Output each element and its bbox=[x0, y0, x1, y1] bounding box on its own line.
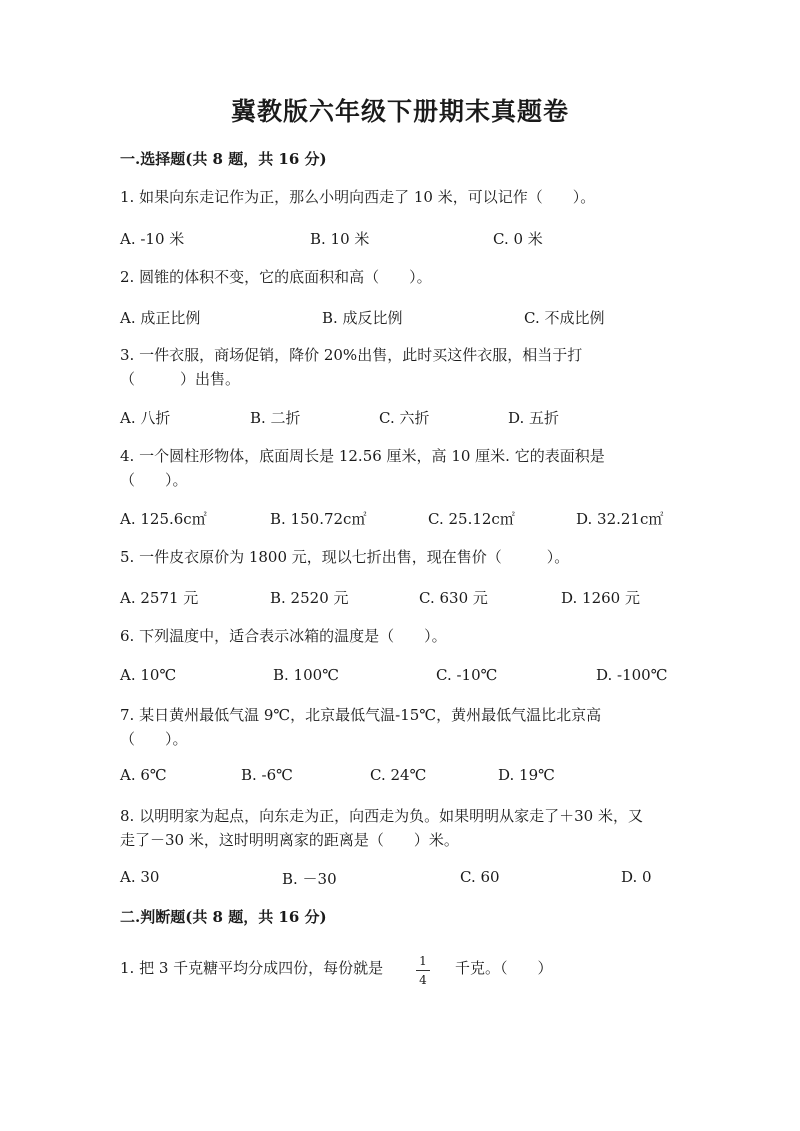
question-3-line-2: （ ）出售。 bbox=[120, 370, 241, 388]
question-3-option-b: B. 二折 bbox=[250, 409, 301, 427]
question-6-option-c: C. -10℃ bbox=[436, 666, 498, 684]
page-title: 冀教版六年级下册期末真题卷 bbox=[230, 97, 569, 126]
question-3-option-d: D. 五折 bbox=[508, 409, 560, 427]
question-7-option-c: C. 24℃ bbox=[370, 766, 427, 784]
question-5-line-1: 5. 一件皮衣原价为 1800 元，现以七折出售，现在售价（ ）。 bbox=[120, 548, 570, 566]
question-7-option-b: B. -6℃ bbox=[241, 766, 293, 784]
judge-1-text-before: 1. 把 3 千克糖平均分成四份，每份就是 bbox=[120, 959, 384, 977]
question-8-option-d: D. 0 bbox=[621, 868, 652, 886]
question-8-line-2: 走了－30 米，这时明明离家的距离是（ ）米。 bbox=[120, 831, 459, 849]
question-1-line-1: 1. 如果向东走记作为正，那么小明向西走了 10 米，可以记作（ ）。 bbox=[120, 188, 596, 206]
question-7-option-d: D. 19℃ bbox=[498, 766, 555, 784]
question-3-line-1: 3. 一件衣服，商场促销，降价 20%出售，此时买这件衣服，相当于打 bbox=[120, 346, 583, 364]
question-3-option-a: A. 八折 bbox=[120, 409, 171, 427]
question-4-line-1: 4. 一个圆柱形物体，底面周长是 12.56 厘米，高 10 厘米. 它的表面积是 bbox=[120, 447, 605, 465]
question-7-line-1: 7. 某日黄州最低气温 9℃，北京最低气温-15℃，黄州最低气温比北京高 bbox=[120, 706, 602, 724]
fraction-numerator: 1 bbox=[419, 954, 427, 968]
question-7-option-a: A. 6℃ bbox=[120, 766, 167, 784]
question-1-option-b: B. 10 米 bbox=[310, 230, 370, 248]
fraction-denominator: 4 bbox=[419, 973, 427, 987]
question-4-option-d: D. 32.21c㎡ bbox=[576, 510, 664, 528]
question-4-line-2: （ ）。 bbox=[120, 471, 188, 489]
question-5-option-b: B. 2520 元 bbox=[270, 589, 349, 607]
question-1-option-c: C. 0 米 bbox=[493, 230, 543, 248]
fraction-one-quarter bbox=[413, 954, 433, 987]
question-8-option-b: B. －30 bbox=[282, 870, 337, 888]
question-4-option-b: B. 150.72c㎡ bbox=[270, 510, 367, 528]
question-5-option-c: C. 630 元 bbox=[419, 589, 488, 607]
fraction-bar bbox=[416, 970, 430, 971]
question-4-option-a: A. 125.6c㎡ bbox=[120, 510, 207, 528]
question-6-option-a: A. 10℃ bbox=[120, 666, 177, 684]
question-3-option-c: C. 六折 bbox=[379, 409, 430, 427]
section-heading-judge: 二.判断题(共 8 题，共 16 分) bbox=[120, 908, 327, 926]
question-1-option-a: A. -10 米 bbox=[120, 230, 185, 248]
section-heading-choice: 一.选择题(共 8 题，共 16 分) bbox=[120, 150, 327, 168]
question-2-option-c: C. 不成比例 bbox=[524, 309, 605, 327]
question-6-option-d: D. -100℃ bbox=[596, 666, 668, 684]
question-8-option-a: A. 30 bbox=[120, 868, 160, 886]
question-5-option-d: D. 1260 元 bbox=[561, 589, 640, 607]
judge-1-text-after: 千克。（ ） bbox=[455, 959, 553, 977]
question-6-option-b: B. 100℃ bbox=[273, 666, 339, 684]
question-6-line-1: 6. 下列温度中，适合表示冰箱的温度是（ ）。 bbox=[120, 627, 447, 645]
question-2-option-b: B. 成反比例 bbox=[322, 309, 403, 327]
question-2-line-1: 2. 圆锥的体积不变，它的底面积和高（ ）。 bbox=[120, 268, 432, 286]
question-8-line-1: 8. 以明明家为起点，向东走为正，向西走为负。如果明明从家走了＋30 米，又 bbox=[120, 807, 643, 825]
question-7-line-2: （ ）。 bbox=[120, 730, 188, 748]
question-4-option-c: C. 25.12c㎡ bbox=[428, 510, 515, 528]
question-2-option-a: A. 成正比例 bbox=[120, 309, 201, 327]
question-8-option-c: C. 60 bbox=[460, 868, 500, 886]
question-5-option-a: A. 2571 元 bbox=[120, 589, 199, 607]
